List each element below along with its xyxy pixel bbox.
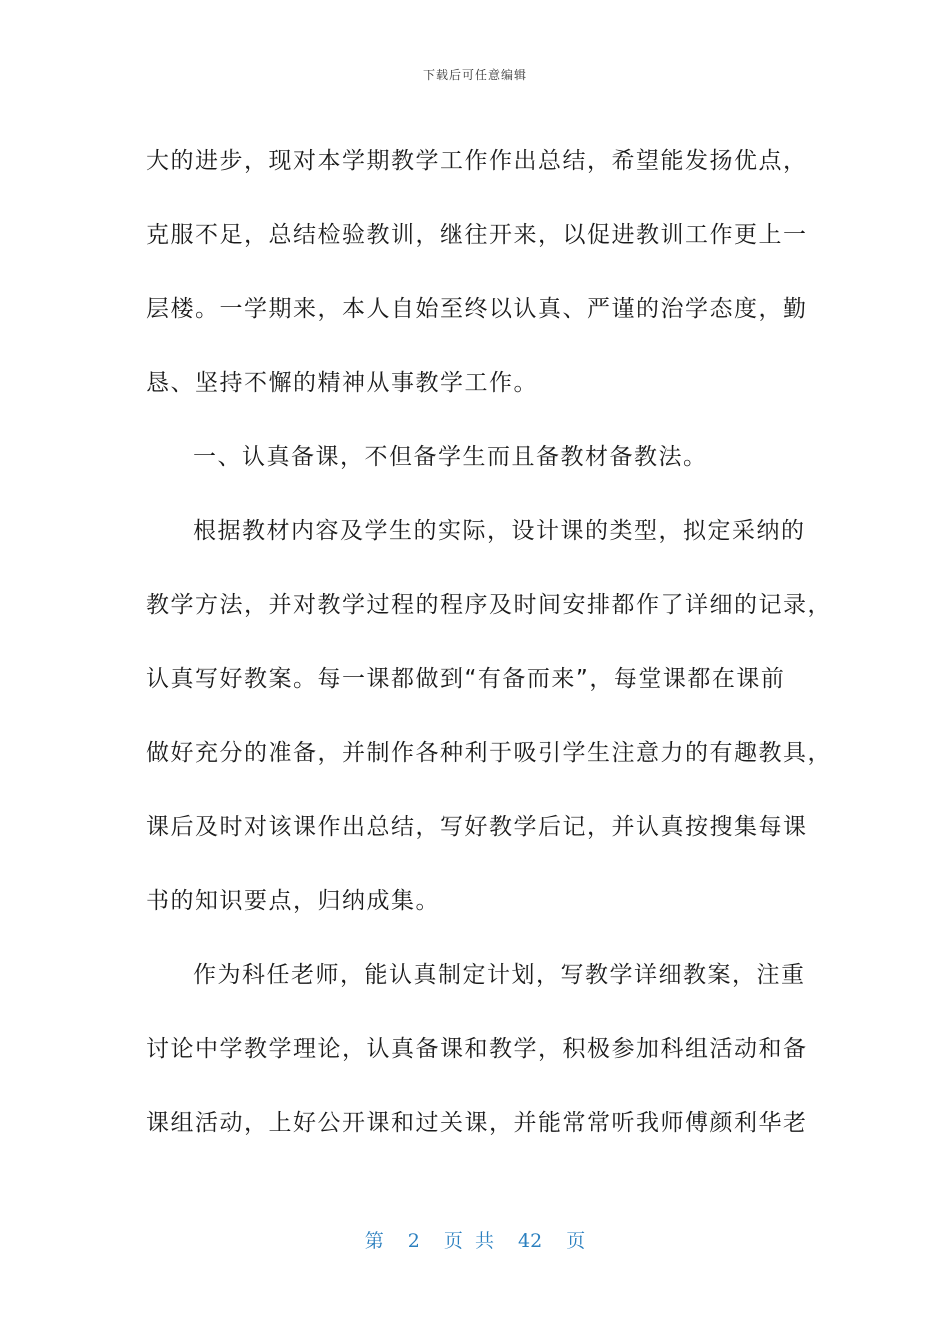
footer-page-number: 2: [407, 1230, 420, 1252]
footer-total-pages: 42: [518, 1230, 543, 1252]
footer-prefix: 第: [364, 1230, 384, 1252]
footer-suffix: 页: [566, 1230, 586, 1252]
body-line: 恳、坚持不懈的精神从事教学工作。: [146, 370, 538, 396]
body-line: 教学方法，并对教学过程的程序及时间安排都作了详细的记录，: [146, 592, 832, 618]
body-line: 做好充分的准备，并制作各种利于吸引学生注意力的有趣教具，: [146, 740, 832, 766]
body-line: 认真写好教案。每一课都做到“有备而来”，每堂课都在课前: [146, 666, 786, 692]
body-line: 层楼。一学期来，本人自始至终以认真、严谨的治学态度，勤: [146, 296, 808, 322]
page-header: 下载后可任意编辑: [422, 68, 527, 82]
footer-middle: 页 共: [443, 1230, 494, 1252]
body-line: 课后及时对该课作出总结，写好教学后记，并认真按搜集每课: [146, 814, 808, 840]
body-line: 讨论中学教学理论，认真备课和教学，积极参加科组活动和备: [146, 1036, 808, 1062]
body-line: 课组活动，上好公开课和过关课，并能常常听我师傅颜利华老: [146, 1110, 808, 1136]
body-line: 大的进步，现对本学期教学工作作出总结，希望能发扬优点，: [146, 148, 808, 174]
body-line: 书的知识要点，归纳成集。: [146, 888, 440, 914]
page-footer: [0, 1226, 950, 1253]
body-line: 根据教材内容及学生的实际，设计课的类型，拟定采纳的: [193, 518, 806, 544]
document-body: [146, 124, 832, 1160]
body-line: 作为科任老师，能认真制定计划，写教学详细教案，注重: [193, 962, 806, 988]
body-line: 克服不足，总结检验教训，继往开来，以促进教训工作更上一: [146, 222, 808, 248]
section-heading: 一、认真备课，不但备学生而且备教材备教法。: [193, 444, 708, 470]
